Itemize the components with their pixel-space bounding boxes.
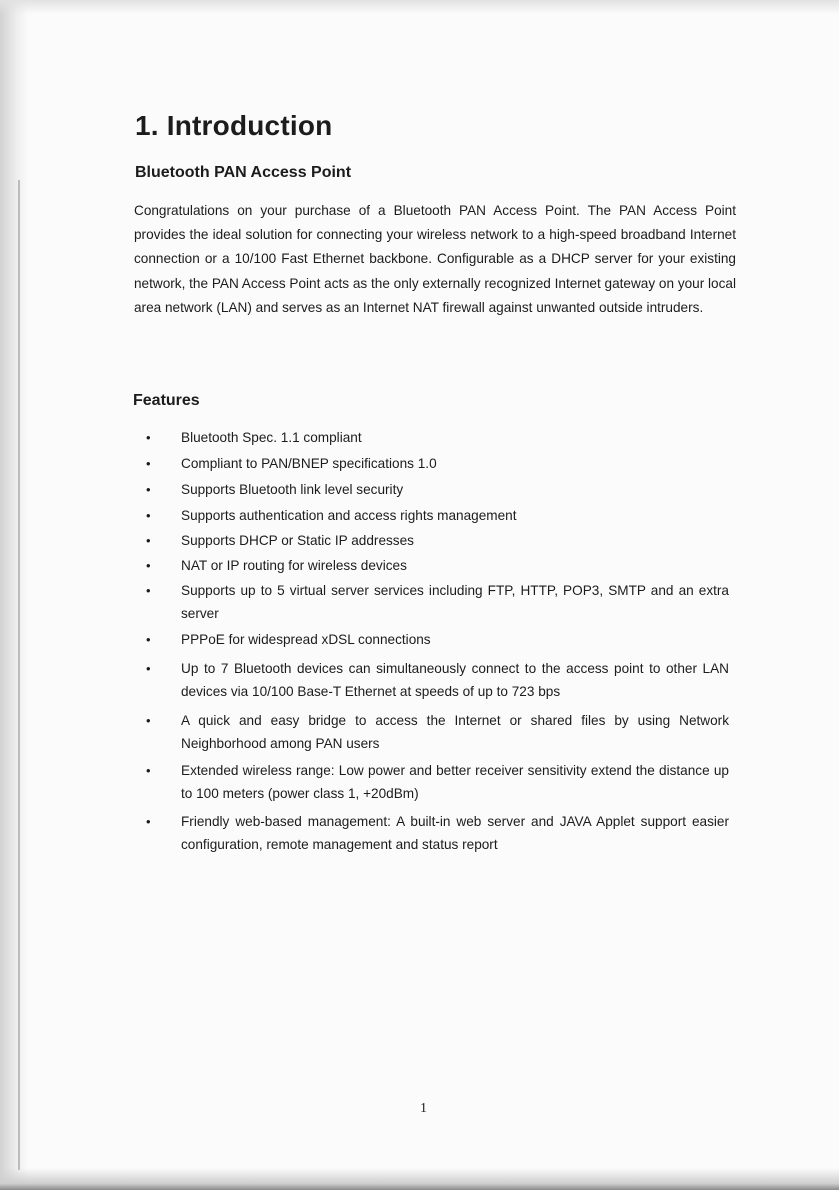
feature-text: Extended wireless range: Low power and better receiver sensitivity extend the distance up to 100 meters (power class 1, +20dBm) — [181, 763, 729, 801]
feature-text: Supports authentication and access rights management — [181, 508, 517, 523]
bullet-icon: • — [146, 814, 151, 829]
scan-shadow-top — [0, 0, 839, 14]
bullet-icon: • — [146, 482, 151, 497]
bullet-icon: • — [146, 632, 151, 647]
features-heading: Features — [133, 392, 200, 409]
scan-edge-line — [18, 180, 20, 1170]
scan-shadow-bottom — [0, 1168, 839, 1190]
feature-text: Supports up to 5 virtual server services including FTP, HTTP, POP3, SMTP and an extra server — [181, 583, 729, 621]
feature-text: Supports Bluetooth link level security — [181, 482, 404, 497]
bullet-icon: • — [146, 713, 151, 728]
intro-paragraph: Congratulations on your purchase of a Bluetooth PAN Access Point. The PAN Access Point provides the ideal solution for connecting your wireless network to a high-speed broadband Internet connection or a 10/100 Fast Ethernet backbone. Configurable as a DHCP server for your existing network, the PAN Access Point acts as the only externally recognized Internet gateway on your local area network (LAN) and serves as an Internet NAT firewall against unwanted outside intruders. — [134, 203, 736, 315]
bullet-icon: • — [146, 558, 151, 573]
bullet-icon: • — [146, 763, 151, 778]
bullet-icon: • — [146, 583, 151, 598]
section-subtitle: Bluetooth PAN Access Point — [135, 164, 352, 181]
feature-text: Friendly web-based management: A built-in web server and JAVA Applet support easier configuration, remote management and status report — [181, 814, 729, 852]
page-title: 1. Introduction — [135, 110, 333, 141]
bullet-icon: • — [146, 533, 151, 548]
bullet-icon: • — [146, 430, 151, 445]
scan-shadow-left — [0, 0, 28, 1190]
bullet-icon: • — [146, 456, 151, 471]
feature-text: A quick and easy bridge to access the Internet or shared files by using Network Neighborhood among PAN users — [181, 713, 729, 751]
feature-text: Compliant to PAN/BNEP specifications 1.0 — [181, 456, 437, 471]
page-number: 1 — [420, 1101, 427, 1116]
feature-text: Supports DHCP or Static IP addresses — [181, 533, 414, 548]
feature-text: PPPoE for widespread xDSL connections — [181, 632, 431, 647]
feature-text: Up to 7 Bluetooth devices can simultaneously connect to the access point to other LAN devices via 10/100 Base-T Ethernet at speeds of up to 723 bps — [181, 661, 729, 699]
feature-text: NAT or IP routing for wireless devices — [181, 558, 407, 573]
feature-text: Bluetooth Spec. 1.1 compliant — [181, 430, 362, 445]
bullet-icon: • — [146, 508, 151, 523]
bullet-icon: • — [146, 661, 151, 676]
